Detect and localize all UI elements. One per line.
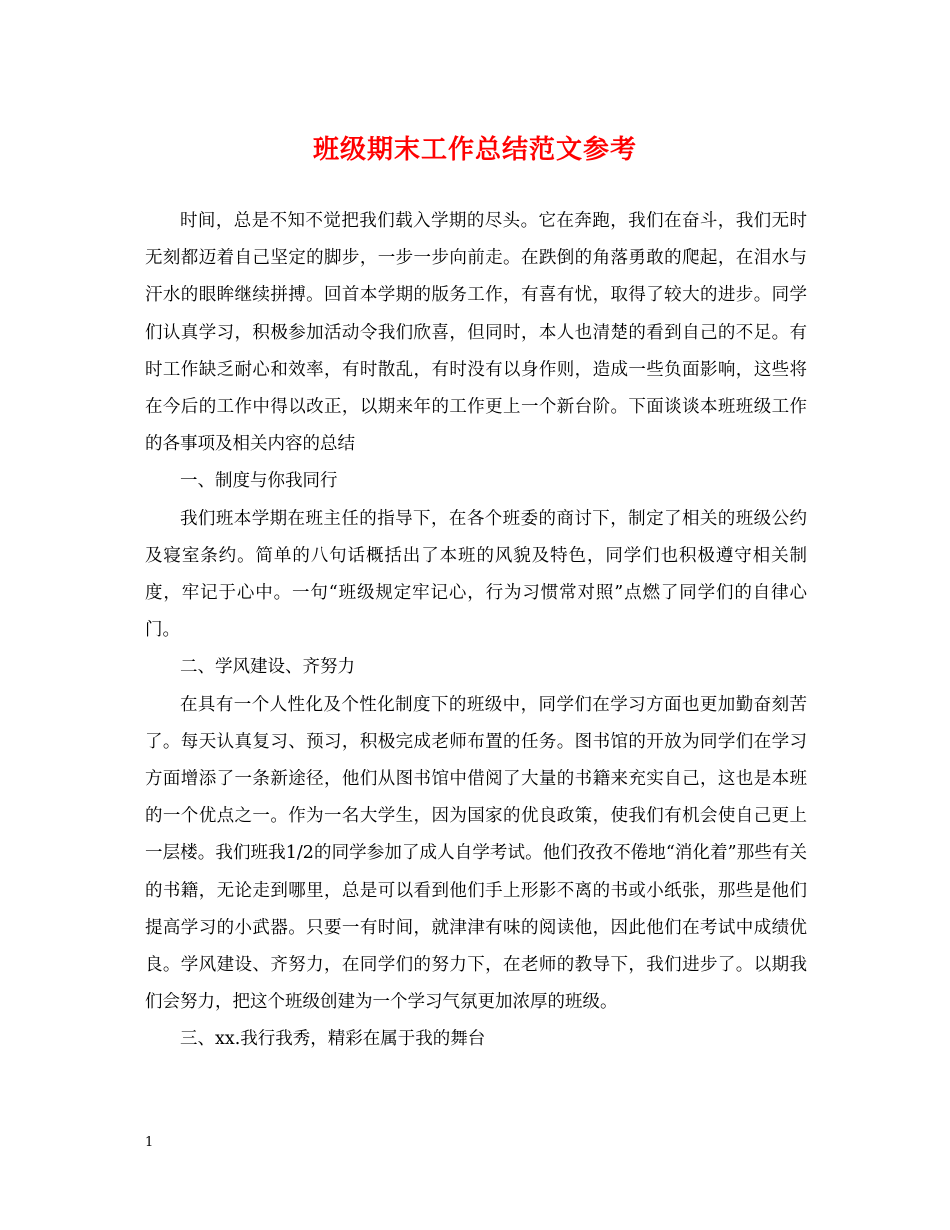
section-heading-1: 一、制度与你我同行 [180, 471, 338, 492]
section-1-paragraph: 我们班本学期在班主任的指导下，在各个班委的商讨下，制定了相关的班级公约及寝室条约。简单的八句话概括出了本班的风貌及特色，同学们也积极遵守相关制度，牢记于心中。一句“班级规定牢记心，行为习惯常对照”点燃了同学们的自律心门。 [145, 508, 807, 641]
section-heading-2: 二、学风建设、齐努力 [180, 657, 355, 678]
document-body [145, 203, 807, 1059]
section-heading-3: 三、xx.我行我秀，精彩在属于我的舞台 [180, 1029, 486, 1050]
document-title: 班级期末工作总结范文参考 [312, 135, 637, 165]
intro-paragraph: 时间，总是不知不觉把我们载入学期的尽头。它在奔跑，我们在奋斗，我们无时无刻都迈着自己坚定的脚步，一步一步向前走。在跌倒的角落勇敢的爬起，在泪水与汗水的眼眸继续拼搏。回首本学期的版务工作，有喜有忧，取得了较大的进步。同学们认真学习，积极参加活动令我们欣喜，但同时，本人也清楚的看到自己的不足。有时工作缺乏耐心和效率，有时散乱，有时没有以身作则，造成一些负面影响，这些将在今后的工作中得以改正，以期来年的工作更上一个新台阶。下面谈谈本班班级工作的各事项及相关内容的总结 [145, 211, 807, 455]
section-2-paragraph: 在具有一个人性化及个性化制度下的班级中，同学们在学习方面也更加勤奋刻苦了。每天认真复习、预习，积极完成老师布置的任务。图书馆的开放为同学们在学习方面增添了一条新途径，他们从图书馆中借阅了大量的书籍来充实自己，这也是本班的一个优点之一。作为一名大学生，因为国家的优良政策，使我们有机会使自己更上一层楼。我们班我1/2的同学参加了成人自学考试。他们孜孜不倦地“消化着”那些有关的书籍，无论走到哪里，总是可以看到他们手上形影不离的书或小纸张，那些是他们提高学习的小武器。只要一有时间，就津津有味的阅读他，因此他们在考试中成绩优良。学风建设、齐努力，在同学们的努力下，在老师的教导下，我们进步了。以期我们会努力，把这个班级创建为一个学习气氛更加浓厚的班级。 [145, 694, 807, 1013]
page-number: 1 [145, 1135, 154, 1150]
